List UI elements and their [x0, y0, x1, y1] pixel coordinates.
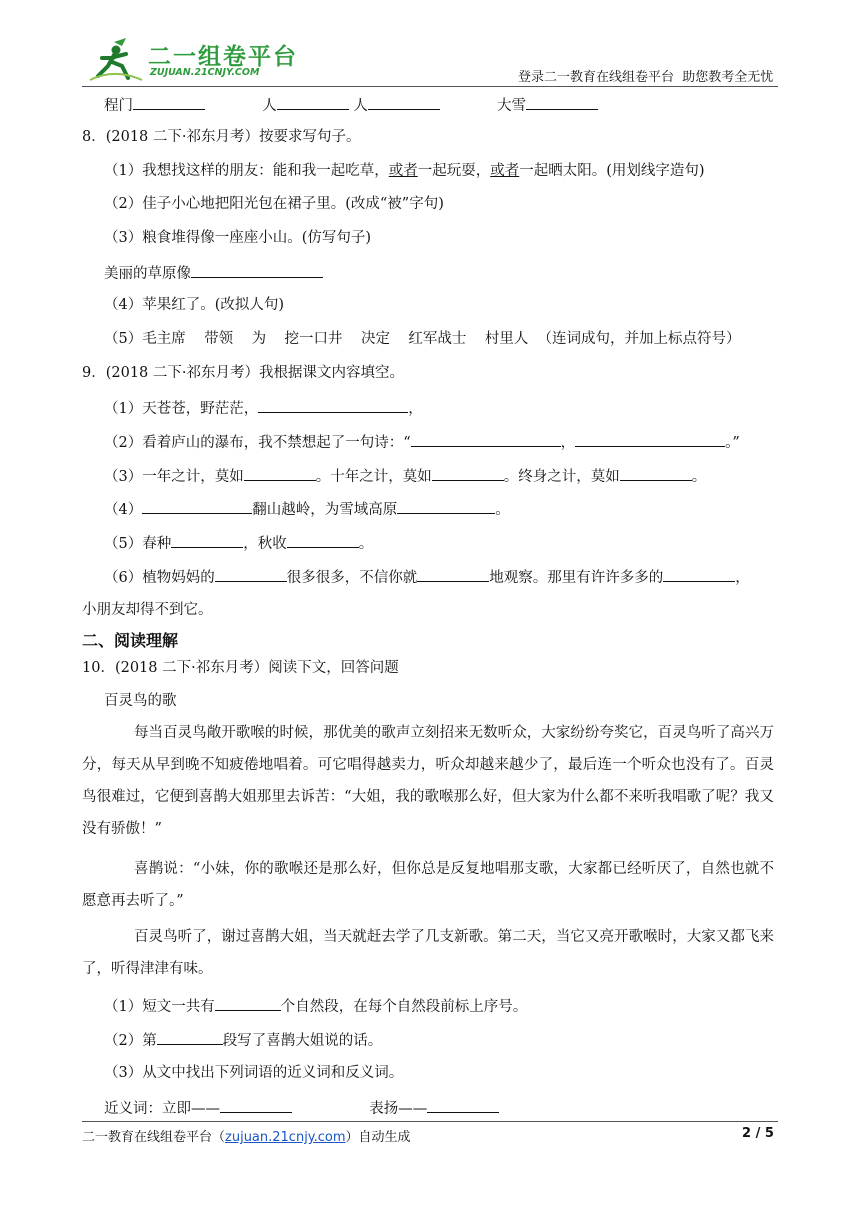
- q10-sub-2: （2）第 段写了喜鹊大姐说的话。: [104, 1029, 382, 1051]
- q9-item-2: （2）看着庐山的瀑布，我不禁想起了一句诗：“ ， 。”: [104, 431, 740, 453]
- top-row-item: 人: [353, 98, 368, 114]
- top-row-item: 程门: [104, 98, 133, 114]
- q9-item-6: （6）植物妈妈的 很多很多，不信你就 地观察。那里有许许多多的 ，: [104, 566, 750, 588]
- q9-item-6-cont: 小朋友却得不到它。: [82, 602, 213, 618]
- q10-synonyms: 近义词：立即—— 表扬——: [104, 1097, 499, 1119]
- top-row-item: 大雪: [497, 98, 527, 114]
- footer-divider: [82, 1121, 778, 1122]
- q8-item-1: （1）我想找这样的朋友：能和我一起吃草，或者一起玩耍，或者一起晒太阳。(用划线字造句): [104, 163, 705, 179]
- q9-item-4: （4） 翻山越岭，为雪域高原 。: [104, 498, 510, 520]
- story-title: 百灵鸟的歌: [104, 693, 177, 709]
- q8-title: 8．(2018 二下·祁东月考）按要求写句子。: [82, 129, 361, 145]
- header-divider: [82, 86, 778, 87]
- runner-logo-icon: [86, 36, 144, 82]
- story-paragraph-2: 喜鹊说：“小妹，你的歌喉还是那么好，但你总是反复地唱那支歌，大家都已经听厌了，自然也就不愿意再去听了。”: [82, 861, 774, 909]
- logo-subtitle: ZUJUAN.21CNJY.COM: [150, 67, 260, 78]
- footer-text: 二一教育在线组卷平台（zujuan.21cnjy.com）自动生成: [82, 1130, 411, 1145]
- footer-link[interactable]: zujuan.21cnjy.com: [225, 1130, 346, 1145]
- logo: [86, 36, 298, 82]
- q8-item-3: （3）粮食堆得像一座座小山。(仿写句子): [104, 230, 372, 246]
- q8-item-4: （4）苹果红了。(改拟人句): [104, 297, 285, 313]
- q9-item-5: （5）春种 ，秋收 。: [104, 532, 373, 554]
- logo-title: 二一组卷平台: [148, 44, 298, 70]
- q10-sub-1: （1）短文一共有 个自然段，在每个自然段前标上序号。: [104, 995, 527, 1017]
- story-paragraph-3: 百灵鸟听了，谢过喜鹊大姐，当天就赶去学了几支新歌。第二天，当它又亮开歌喉时，大家又都飞来了，听得津津有味。: [82, 929, 774, 977]
- q8-item-2: （2）佳子小心地把阳光包在裙子里。(改成“被”字句): [104, 196, 444, 212]
- story-paragraph-1: 每当百灵鸟敞开歌喉的时候，那优美的歌声立刻招来无数听众，大家纷纷夸奖它，百灵鸟听了高兴万分，每天从早到晚不知疲倦地唱着。可它唱得越卖力，听众却越来越少了，最后连一个听众也没有了。百灵鸟很难过，它便到喜鹊大姐那里去诉苦：“大姐，我的歌喉那么好，但大家为什么都不来听我唱歌了呢？我又没有骄傲！”: [82, 725, 774, 837]
- top-row: [104, 94, 598, 116]
- header-slogan: 登录二一教育在线组卷平台 助您教考全无忧: [518, 70, 774, 85]
- q10-sub-3: （3）从文中找出下列词语的近义词和反义词。: [104, 1065, 404, 1081]
- section-heading: 二、阅读理解: [82, 631, 179, 650]
- q8-item-5: （5）毛主席 带领 为 挖一口井 决定 红军战士 村里人 （连词成句，并加上标点符号）: [104, 331, 741, 347]
- page-number: 2 / 5: [742, 1126, 774, 1141]
- q9-item-3: （3）一年之计，莫如 。十年之计，莫如 。终身之计，莫如 。: [104, 465, 706, 487]
- top-row-item: 人: [262, 98, 277, 114]
- q8-item-3-answer: 美丽的草原像: [104, 262, 323, 284]
- q9-title: 9．(2018 二下·祁东月考）我根据课文内容填空。: [82, 365, 405, 381]
- q9-item-1: （1）天苍苍，野茫茫， ，: [104, 397, 423, 419]
- q10-title: 10．(2018 二下·祁东月考）阅读下文，回答问题: [82, 660, 399, 676]
